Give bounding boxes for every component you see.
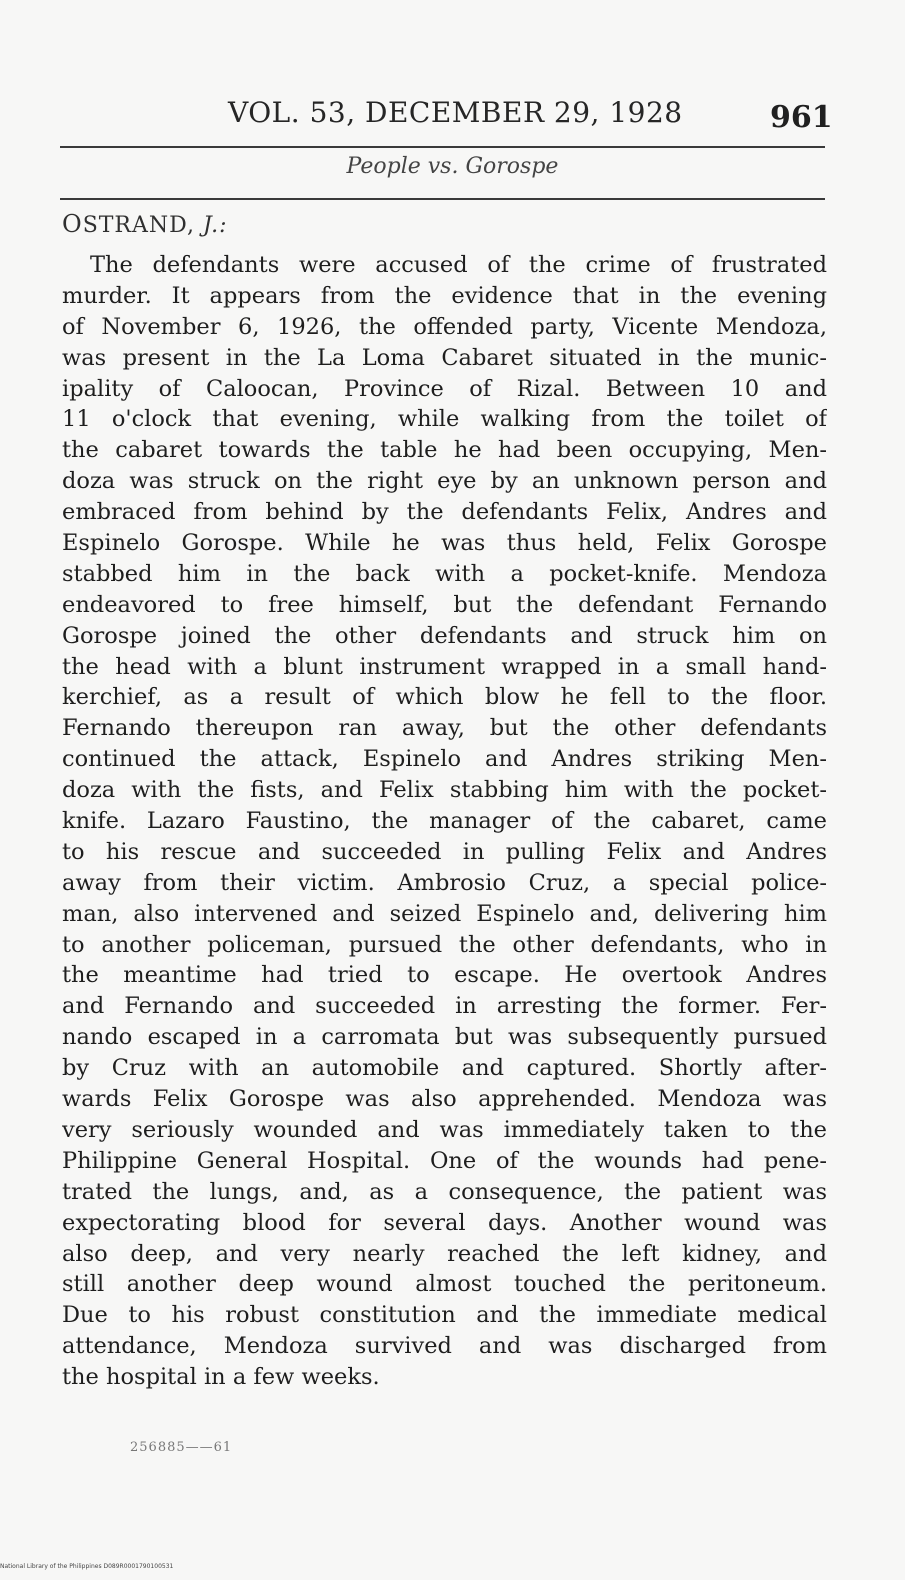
body-line: also deep, and very nearly reached the left kidney, and [62,1240,827,1267]
body-line: trated the lungs, and, as a consequence, the patient was [62,1178,827,1205]
body-line: kerchief, as a result of which blow he fell to the floor. [62,684,827,711]
body-line: Philippine General Hospital. One of the wounds had pene- [62,1147,827,1174]
body-line: very seriously wounded and was immediately taken to the [62,1116,827,1143]
printer-signature-mark: 256885——61 [130,1440,233,1455]
body-line: still another deep wound almost touched the peritoneum. [62,1271,827,1298]
top-rule [60,146,825,148]
body-line: 11 o'clock that evening, while walking from the toilet of [62,406,827,433]
body-line: continued the attack, Espinelo and Andres striking Men- [62,746,827,773]
body-line: stabbed him in the back with a pocket-knife. Mendoza [62,560,827,587]
judge-initial-letter: O [62,210,83,238]
body-line: Gorospe joined the other defendants and struck him on [62,622,827,649]
judge-title: J.: [202,213,228,238]
body-line: attendance, Mendoza survived and was discharged from [62,1333,827,1360]
body-line: to another policeman, pursued the other defendants, who in [62,931,827,958]
body-line: The defendants were accused of the crime of frustrated [90,252,827,278]
body-line: doza with the fists, and Felix stabbing him with the pocket- [62,777,827,804]
body-line: and Fernando and succeeded in arresting the former. Fer- [62,993,827,1020]
running-head: VOL. 53, DECEMBER 29, 1928 [228,96,683,129]
body-line: was present in the La Loma Cabaret situated in the munic- [62,344,827,371]
body-line: the meantime had tried to escape. He overtook Andres [62,962,827,989]
body-line: knife. Lazaro Faustino, the manager of the cabaret, came [62,808,827,835]
body-line: by Cruz with an automobile and captured. Shortly after- [62,1055,827,1082]
body-line: the hospital in a few weeks. [62,1364,380,1391]
body-line: away from their victim. Ambrosio Cruz, a special police- [62,869,827,896]
page-number: 961 [770,100,833,135]
body-line: man, also intervened and seized Espinelo and, delivering him [62,900,827,927]
body-line: embraced from behind by the defendants Felix, Andres and [62,499,827,526]
judge-surname-rest: STRAND, [82,213,195,238]
body-line: ipality of Caloocan, Province of Rizal. Between 10 and [62,375,827,402]
body-line: murder. It appears from the evidence that in the evening [62,282,827,309]
body-line: expectorating blood for several days. Another wound was [62,1209,827,1236]
body-line: endeavored to free himself, but the defendant Fernando [62,591,827,618]
opinion-body [62,250,827,1393]
body-line: the cabaret towards the table he had been occupying, Men- [62,437,827,464]
body-line: Fernando thereupon ran away, but the other defendants [62,715,827,742]
library-scan-footer: National Library of the Philippines D089R0001790100531 [0,1563,174,1570]
body-line: Espinelo Gorospe. While he was thus held, Felix Gorospe [62,530,827,557]
body-line: wards Felix Gorospe was also apprehended. Mendoza was [62,1086,827,1113]
body-line: Due to his robust constitution and the immediate medical [62,1302,827,1329]
body-line: the head with a blunt instrument wrapped in a small hand- [62,653,827,680]
case-title: People vs. Gorospe [346,154,559,179]
bottom-rule [60,198,825,200]
body-line: to his rescue and succeeded in pulling Felix and Andres [62,838,827,865]
body-line: of November 6, 1926, the offended party, Vicente Mendoza, [62,313,827,340]
body-line: doza was struck on the right eye by an unknown person and [62,468,827,495]
judge-name [62,210,228,238]
body-line: nando escaped in a carromata but was subsequently pursued [62,1024,827,1051]
